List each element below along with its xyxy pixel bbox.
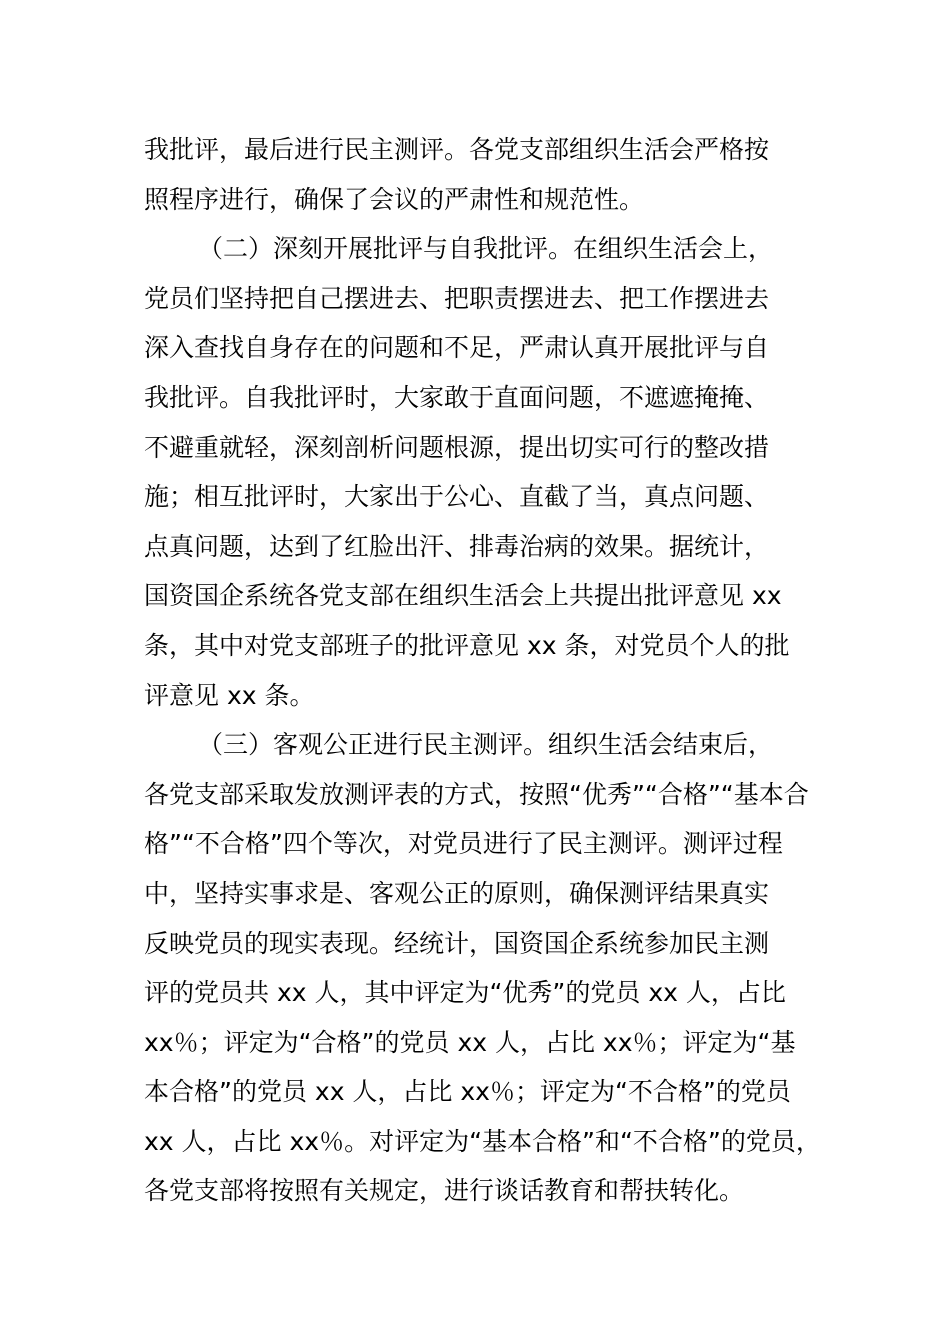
text-line: 各党支部将按照有关规定，进行谈话教育和帮扶转化。	[144, 1176, 745, 1206]
text-line: 中，坚持实事求是、客观公正的原则，确保测评结果真实	[144, 878, 770, 908]
text-line: 照程序进行，确保了会议的严肃性和规范性。	[144, 184, 645, 214]
text-line: 党员们坚持把自己摆进去、把职责摆进去、把工作摆进去	[144, 283, 770, 313]
text-line: 点真问题，达到了红脸出汗、排毒治病的效果。据统计，	[144, 531, 770, 561]
text-line: 深入查找自身存在的问题和不足，严肃认真开展批评与自	[144, 333, 770, 363]
text-line: 施；相互批评时，大家出于公心、直截了当，真点问题、	[144, 482, 770, 512]
body-text	[144, 125, 844, 1216]
text-line: xx％；评定为“合格”的党员 xx 人，占比 xx％；评定为“基	[144, 1027, 796, 1057]
text-line: 条，其中对党支部班子的批评意见 xx 条，对党员个人的批	[144, 630, 790, 660]
text-line: 各党支部采取发放测评表的方式，按照“优秀”“合格”“基本合	[144, 779, 809, 809]
text-line: 评意见 xx 条。	[144, 680, 315, 710]
text-line: 本合格”的党员 xx 人，占比 xx％；评定为“不合格”的党员	[144, 1077, 791, 1107]
section-heading-line: （三）客观公正进行民主测评。组织生活会结束后，	[198, 730, 774, 760]
text-line: 反映党员的现实表现。经统计，国资国企系统参加民主测	[144, 928, 770, 958]
text-line: 不避重就轻，深刻剖析问题根源，提出切实可行的整改措	[144, 432, 770, 462]
text-line: 国资国企系统各党支部在组织生活会上共提出批评意见 xx	[144, 581, 782, 611]
section-heading-line: （二）深刻开展批评与自我批评。在组织生活会上，	[198, 234, 774, 264]
text-line: 我批评。自我批评时，大家敢于直面问题，不遮遮掩掩、	[144, 382, 770, 412]
text-line: xx 人，占比 xx％。对评定为“基本合格”和“不合格”的党员，	[144, 1126, 821, 1156]
text-line: 格”“不合格”四个等次，对党员进行了民主测评。测评过程	[144, 829, 783, 859]
text-line: 评的党员共 xx 人，其中评定为“优秀”的党员 xx 人，占比	[144, 978, 786, 1008]
text-line: 我批评，最后进行民主测评。各党支部组织生活会严格按	[144, 135, 770, 164]
